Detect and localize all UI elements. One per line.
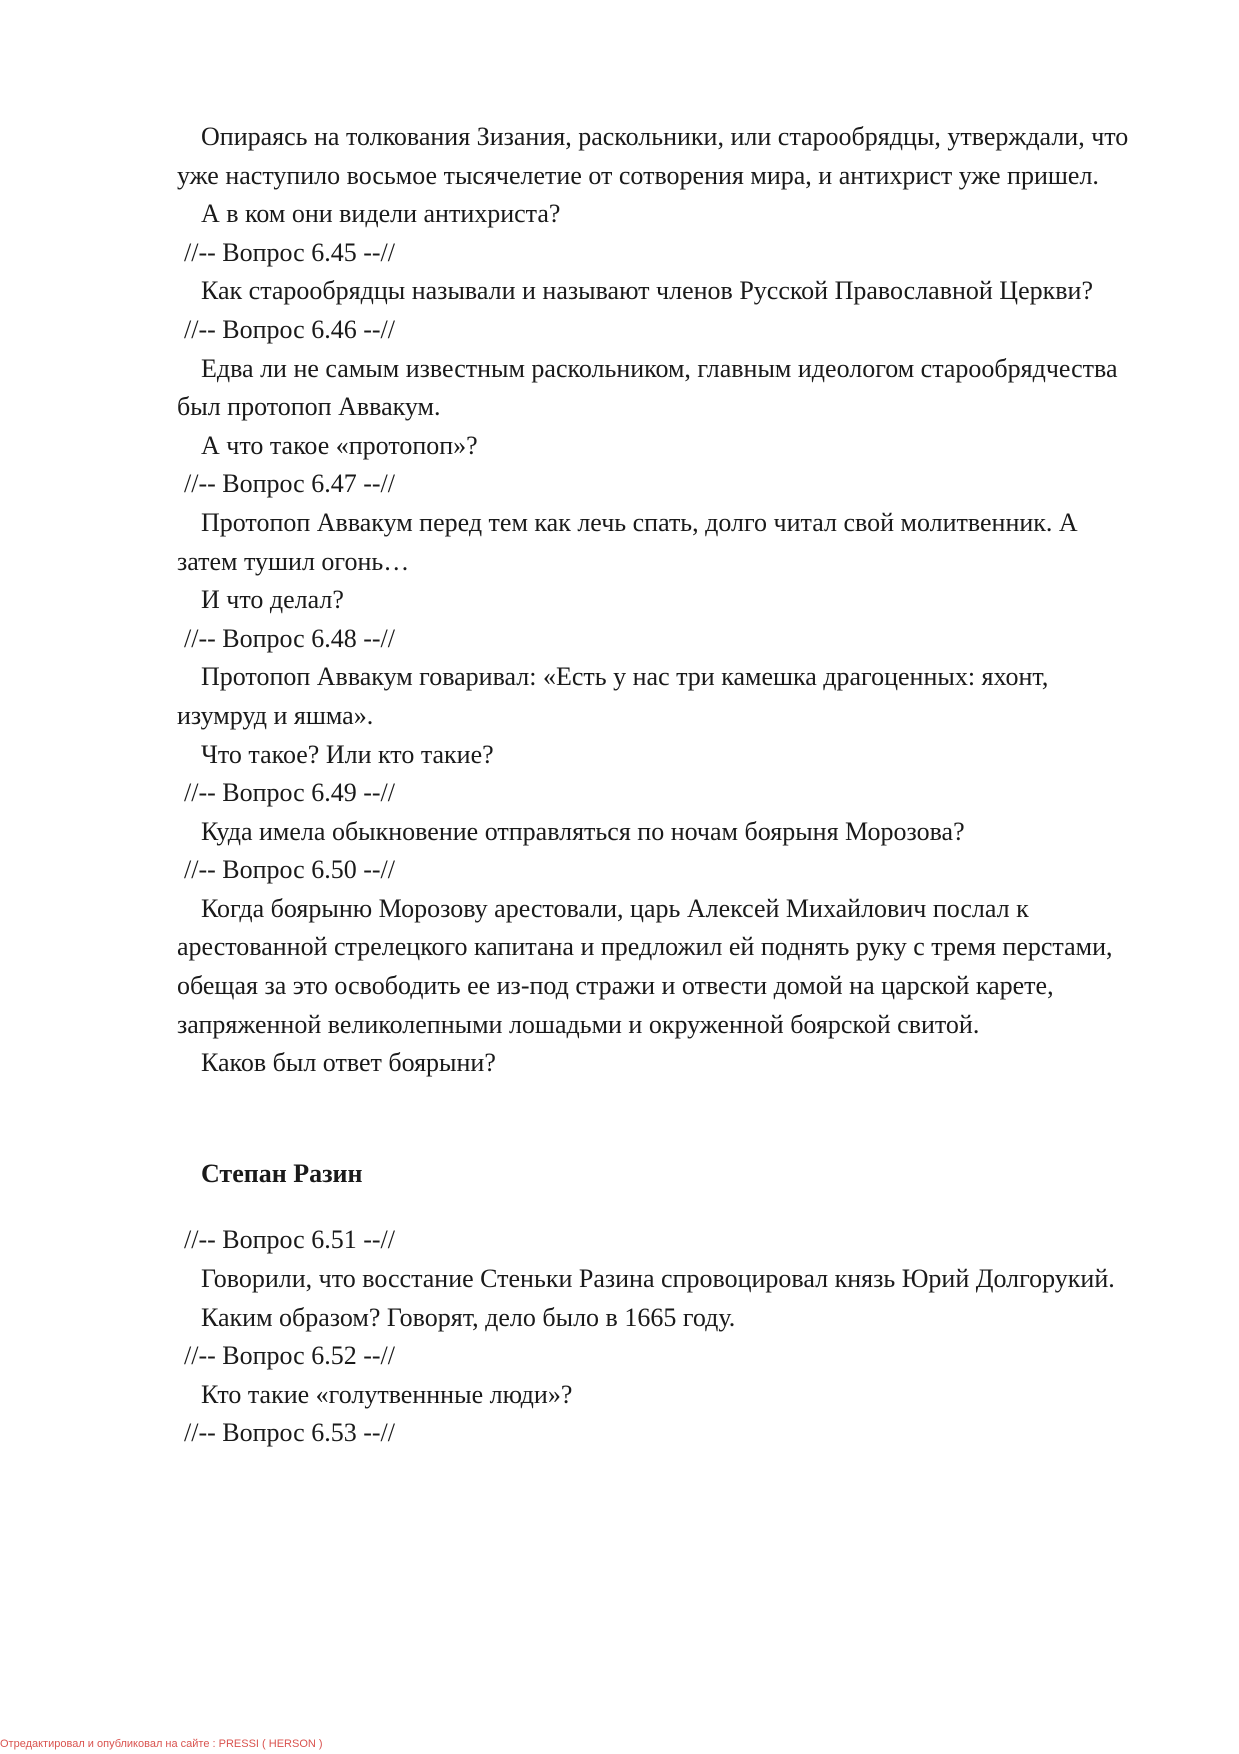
question-marker: //-- Вопрос 6.50 --//: [184, 855, 395, 885]
paragraph: Едва ли не самым известным раскольником, главным идеологом старообрядчества был протопоп Аввакум.: [177, 353, 1118, 422]
question-marker: //-- Вопрос 6.48 --//: [184, 623, 395, 653]
paragraph: Что такое? Или кто такие?: [201, 739, 494, 769]
paragraph: Говорили, что восстание Стеньки Разина спровоцировал князь Юрий Долгорукий.: [201, 1264, 1115, 1294]
paragraph: Кто такие «голутвеннные люди»?: [201, 1379, 573, 1409]
paragraph: А что такое «протопоп»?: [201, 430, 478, 460]
question-marker: //-- Вопрос 6.51 --//: [184, 1225, 395, 1255]
paragraph: Опираясь на толкования Зизания, раскольники, или старообрядцы, утверждали, что уже наступило восьмое тысячелетие от сотворения мира, и антихрист уже пришел.: [177, 122, 1129, 190]
paragraph: А в ком они видели антихриста?: [201, 199, 561, 229]
question-marker: //-- Вопрос 6.46 --//: [184, 314, 395, 344]
paragraph: Протопоп Аввакум говаривал: «Есть у нас три камешка драгоценных: яхонт, изумруд и яшма».: [177, 662, 1049, 730]
publisher-footer: Отредактировал и опубликовал на сайте : PRESSI ( HERSON ): [0, 1738, 323, 1750]
paragraph: И что делал?: [201, 585, 344, 615]
question-marker: //-- Вопрос 6.47 --//: [184, 469, 395, 499]
question-marker: //-- Вопрос 6.53 --//: [184, 1418, 395, 1448]
paragraph: Когда боярыню Морозову арестовали, царь Алексей Михайлович послал к арестованной стрелецкого капитана и предложил ей поднять руку с тремя перстами, обещая за это освободить ее из-под стражи и отвести домой на царской карете, запряженной великолепными лошадьми и окруженной боярской свитой.: [177, 893, 1113, 1039]
paragraph: Протопоп Аввакум перед тем как лечь спать, долго читал свой молитвенник. А затем тушил огонь…: [177, 507, 1078, 576]
paragraph: Как старообрядцы называли и называют членов Русской Православной Церкви?: [201, 276, 1093, 306]
document-page: [177, 118, 1137, 1453]
question-marker: //-- Вопрос 6.45 --//: [184, 237, 395, 267]
text-section-1: [177, 118, 1137, 1083]
paragraph: Каков был ответ боярыни?: [201, 1048, 496, 1078]
section-heading: Степан Разин: [201, 1158, 363, 1188]
question-marker: //-- Вопрос 6.52 --//: [184, 1341, 395, 1371]
paragraph: Куда имела обыкновение отправляться по ночам боярыня Морозова?: [201, 816, 965, 846]
text-section-2: [177, 1221, 1137, 1453]
paragraph: Каким образом? Говорят, дело было в 1665 году.: [201, 1302, 736, 1332]
question-marker: //-- Вопрос 6.49 --//: [184, 778, 395, 808]
